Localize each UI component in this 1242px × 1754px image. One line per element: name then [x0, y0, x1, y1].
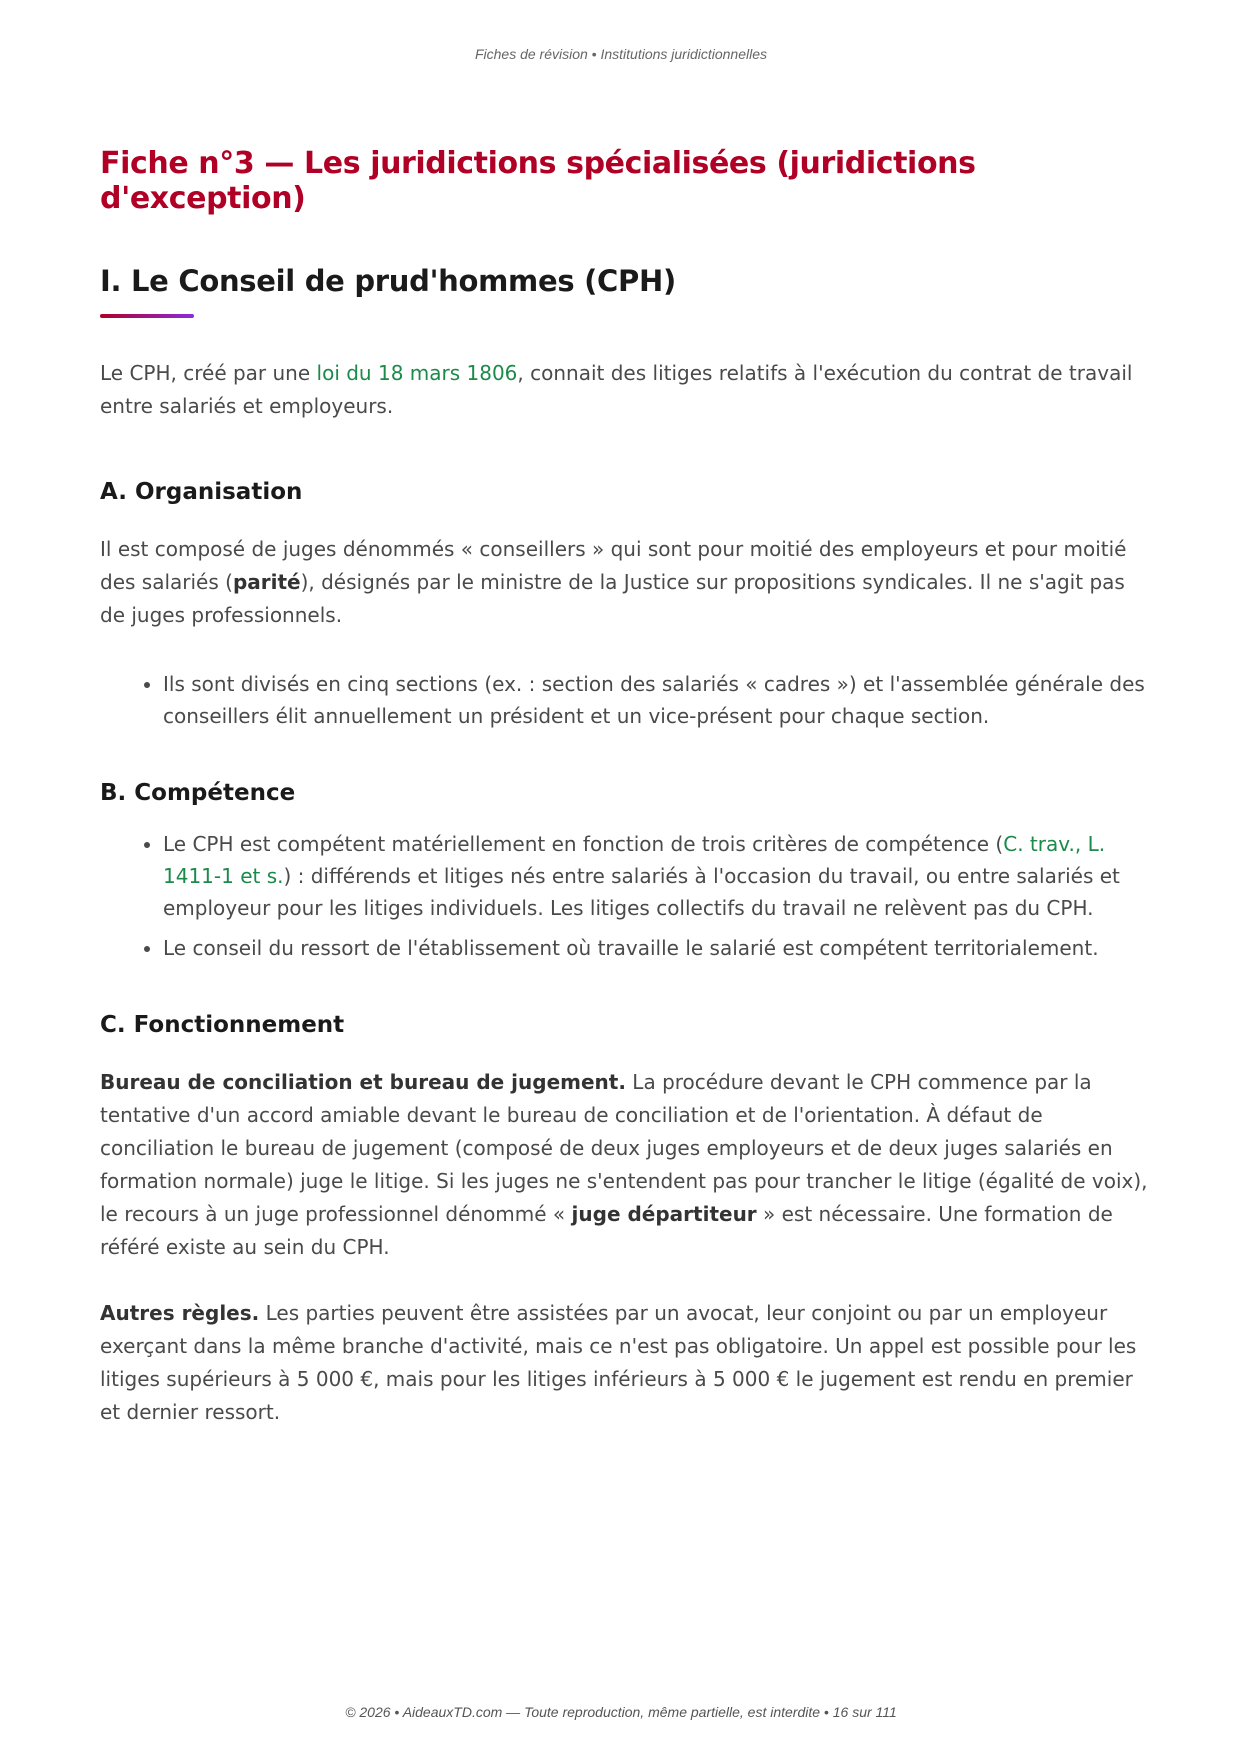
paragraph-text: Les parties peuvent être assistées par un avocat, leur conjoint ou par un employeur exerçant dans la même branche d'activité, mais ce n'est pas obligatoire. Un appel est possible pour les litiges supérieurs à 5 000 €, mais pour les litiges inférieurs à 5 000 € le jugement est rendu en premier et dernier ressort. — [100, 1301, 1137, 1424]
paragraph-text: La procédure devant le CPH commence par la tentative d'un accord amiable devant le bureau de conciliation et de l'orientation. À défaut de conciliation le bureau de jugement (composé de deux juges employeurs et de deux juges salariés en formation normale) juge le litige. Si les juges ne s'entendent pas pour trancher le litige (égalité de voix), le recours à un juge professionnel dénommé « — [100, 1070, 1148, 1226]
organisation-paragraph — [100, 533, 1150, 632]
competence-bullet-list — [100, 828, 1150, 964]
list-item: • Ils sont divisés en cinq sections (ex. : section des salariés « cadres ») et l'assemblée générale des conseillers élit annuellement un président et un vice-présent pour chaque section. — [163, 668, 1150, 732]
organisation-text-before: Il est composé de juges dénommés « conseillers » qui sont pour moitié des employeurs et pour moitié des salariés ( — [100, 537, 1127, 594]
law-reference-link[interactable]: loi du 18 mars 1806 — [316, 361, 518, 385]
fonctionnement-paragraph-1 — [100, 1066, 1150, 1264]
paragraph-lead: Bureau de conciliation et bureau de jugement. — [100, 1070, 626, 1094]
juge-departiteur-term: juge départiteur — [571, 1202, 757, 1226]
fonctionnement-paragraph-2 — [100, 1297, 1150, 1429]
section-title: I. Le Conseil de prud'hommes (CPH) — [100, 264, 676, 298]
page-content — [100, 146, 1150, 1429]
running-header: Fiches de révision • Institutions juridictionnelles — [474, 46, 768, 62]
intro-text-before: Le CPH, créé par une — [100, 361, 317, 385]
paragraph-lead: Autres règles. — [100, 1301, 260, 1325]
fiche-title: Fiche n°3 — Les juridictions spécialisées (juridictions d'exception) — [100, 146, 976, 216]
list-item: • Le conseil du ressort de l'établissement où travaille le salarié est compétent territorialement. — [163, 932, 1150, 964]
competence-text-after: ) : différends et litiges nés entre salariés à l'occasion du travail, ou entre salariés et employeur pour les litiges individuels. Les litiges collectifs du travail ne relèvent pas du CPH. — [163, 864, 1120, 920]
organisation-bold-term: parité — [232, 570, 301, 594]
intro-text-after: , connait des litiges relatifs à l'exécution du contrat de travail entre salariés et employeurs. — [100, 361, 1133, 418]
subheading-fonctionnement: C. Fonctionnement — [100, 1012, 345, 1038]
title-underline — [100, 314, 194, 318]
paragraph-text: » est nécessaire. Une formation de référé existe au sein du CPH. — [100, 1202, 1113, 1259]
list-item — [163, 828, 1150, 924]
intro-paragraph — [100, 357, 1150, 423]
subheading-competence: B. Compétence — [100, 780, 296, 806]
code-reference-link[interactable]: C. trav., L. 1411-1 et s. — [163, 832, 1106, 888]
organisation-text-after: ), désignés par le ministre de la Justice sur propositions syndicales. Il ne s'agit pas de juges professionnels. — [100, 570, 1125, 627]
subheading-organisation: A. Organisation — [100, 479, 303, 505]
competence-text-before: Le CPH est compétent matériellement en fonction de trois critères de compétence ( — [163, 832, 1004, 856]
running-footer: © 2026 • AideauxTD.com — Toute reproduction, même partielle, est interdite • 16 sur 111 — [345, 1704, 897, 1720]
organisation-bullet-list — [100, 668, 1150, 732]
